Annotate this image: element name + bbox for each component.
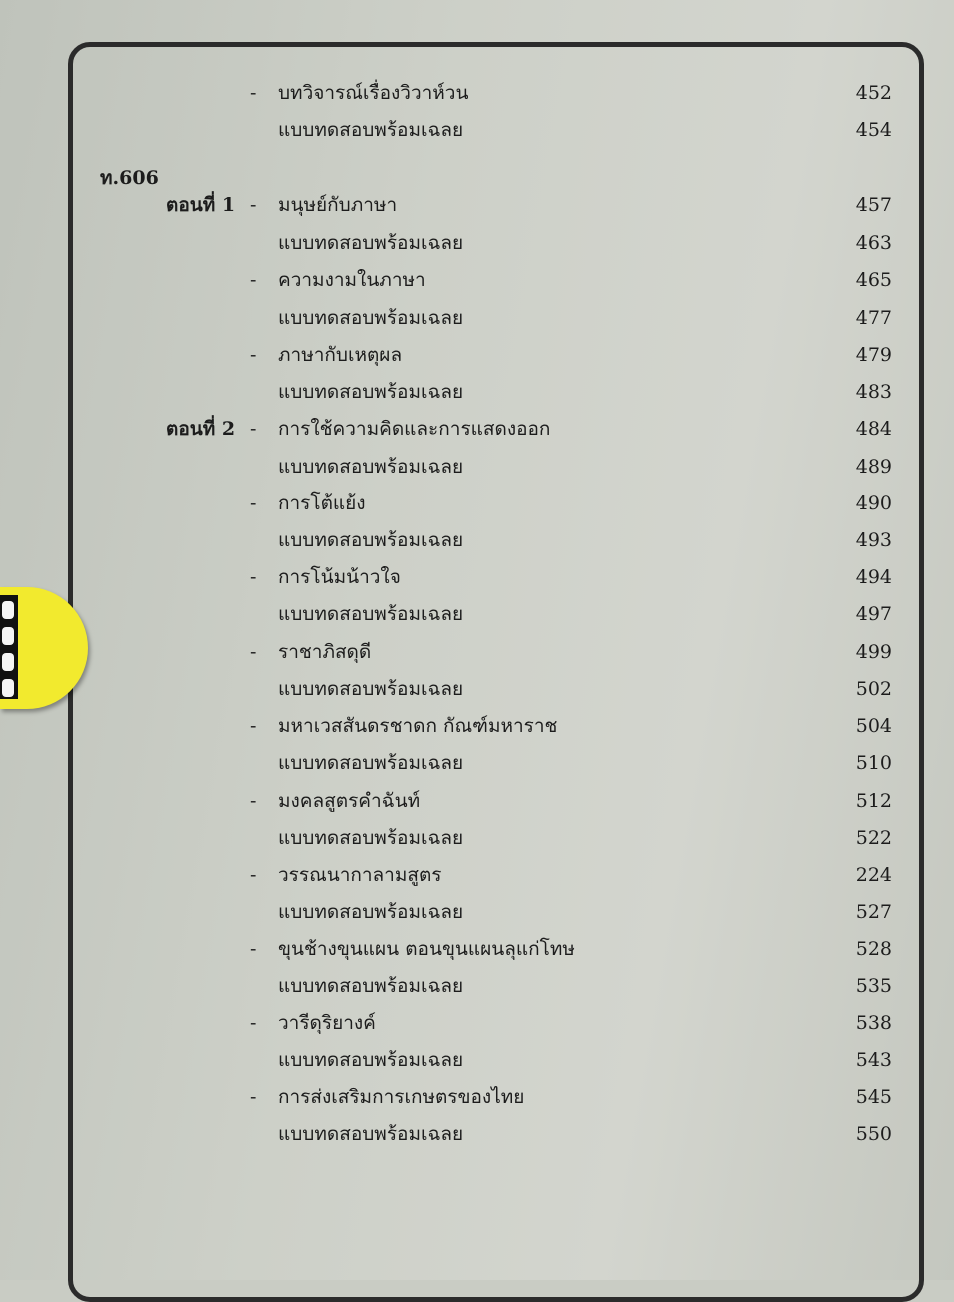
entry-title: ขุนช้างขุนแผน ตอนขุนแผนลุแก่โทษ <box>278 938 575 960</box>
entry-title: แบบทดสอบพร้อมเฉลย <box>278 1123 464 1145</box>
film-hole <box>2 653 14 671</box>
page-number: 463 <box>855 232 892 254</box>
entry-title: แบบทดสอบพร้อมเฉลย <box>278 1049 464 1071</box>
toc-entry[interactable] <box>0 673 954 705</box>
entry-title: มนุษย์กับภาษา <box>278 194 398 216</box>
toc-entry[interactable] <box>0 376 954 408</box>
bullet-dash: - <box>250 641 257 663</box>
toc-entry[interactable] <box>0 896 954 928</box>
entry-title: มงคลสูตรคำฉันท์ <box>278 790 421 812</box>
page-number: 454 <box>855 119 892 141</box>
bookmark-film-strip <box>0 595 18 699</box>
page-number: 504 <box>855 715 892 737</box>
entry-title: ความงามในภาษา <box>278 269 426 291</box>
page-number: 479 <box>855 344 892 366</box>
toc-entry[interactable] <box>0 1118 954 1150</box>
page-number: 499 <box>855 641 892 663</box>
bullet-dash: - <box>250 864 257 886</box>
toc-entry[interactable] <box>0 710 954 742</box>
bullet-dash: - <box>250 790 257 812</box>
entry-title: แบบทดสอบพร้อมเฉลย <box>278 119 464 141</box>
toc-entry[interactable] <box>0 785 954 817</box>
toc-entry[interactable] <box>0 264 954 296</box>
entry-title: ราชาภิสดุดี <box>278 641 372 663</box>
page-number: 538 <box>855 1012 892 1034</box>
page-number: 452 <box>855 82 892 104</box>
toc-entry[interactable] <box>0 598 954 630</box>
bullet-dash: - <box>250 269 257 291</box>
toc-entry[interactable] <box>0 339 954 371</box>
section-code: ท.606 <box>100 167 159 189</box>
bullet-dash: - <box>250 418 257 440</box>
entry-title: แบบทดสอบพร้อมเฉลย <box>278 975 464 997</box>
page-number: 497 <box>855 603 892 625</box>
page-number: 484 <box>855 418 892 440</box>
toc-entry[interactable] <box>0 302 954 334</box>
part-label: ตอนที่ 1 <box>166 194 236 216</box>
page-number: 510 <box>855 752 892 774</box>
entry-title: แบบทดสอบพร้อมเฉลย <box>278 603 464 625</box>
page-number: 535 <box>855 975 892 997</box>
bullet-dash: - <box>250 194 257 216</box>
toc-entry[interactable] <box>0 1081 954 1113</box>
page-number: 465 <box>855 269 892 291</box>
entry-title: ภาษากับเหตุผล <box>278 344 403 366</box>
page-number: 477 <box>855 307 892 329</box>
page-number: 522 <box>855 827 892 849</box>
part-label: ตอนที่ 2 <box>166 418 236 440</box>
entry-title: แบบทดสอบพร้อมเฉลย <box>278 529 464 551</box>
page-number: 489 <box>855 456 892 478</box>
toc-entry[interactable] <box>0 114 954 146</box>
page-number: 543 <box>855 1049 892 1071</box>
page-number: 545 <box>855 1086 892 1108</box>
entry-title: แบบทดสอบพร้อมเฉลย <box>278 456 464 478</box>
entry-title: แบบทดสอบพร้อมเฉลย <box>278 232 464 254</box>
toc-entry[interactable] <box>0 189 954 221</box>
page-number: 502 <box>855 678 892 700</box>
bullet-dash: - <box>250 344 257 366</box>
entry-title: การโต้แย้ง <box>278 492 366 514</box>
entry-title: แบบทดสอบพร้อมเฉลย <box>278 827 464 849</box>
page-number: 528 <box>855 938 892 960</box>
page-number: 512 <box>855 790 892 812</box>
bullet-dash: - <box>250 938 257 960</box>
toc-entry[interactable] <box>0 487 954 519</box>
toc-entry[interactable] <box>0 77 954 109</box>
film-hole <box>2 627 14 645</box>
entry-title: การใช้ความคิดและการแสดงออก <box>278 418 551 440</box>
entry-title: แบบทดสอบพร้อมเฉลย <box>278 307 464 329</box>
bullet-dash: - <box>250 1086 257 1108</box>
toc-entry[interactable] <box>0 822 954 854</box>
entry-title: วารีดุริยางค์ <box>278 1012 376 1034</box>
entry-title: วรรณนากาลามสูตร <box>278 864 442 886</box>
entry-title: แบบทดสอบพร้อมเฉลย <box>278 901 464 923</box>
toc-entry[interactable] <box>0 413 954 445</box>
bullet-dash: - <box>250 1012 257 1034</box>
bullet-dash: - <box>250 82 257 104</box>
page-number: 494 <box>855 566 892 588</box>
toc-entry[interactable] <box>0 859 954 891</box>
toc-entry[interactable] <box>0 970 954 1002</box>
page-number: 493 <box>855 529 892 551</box>
entry-title: แบบทดสอบพร้อมเฉลย <box>278 381 464 403</box>
page-number: 457 <box>855 194 892 216</box>
entry-title: บทวิจารณ์เรื่องวิวาห์วน <box>278 82 469 104</box>
toc-entry[interactable] <box>0 561 954 593</box>
entry-title: แบบทดสอบพร้อมเฉลย <box>278 678 464 700</box>
toc-entry[interactable] <box>0 227 954 259</box>
toc-entry[interactable] <box>0 1007 954 1039</box>
toc-entry[interactable] <box>0 524 954 556</box>
bullet-dash: - <box>250 566 257 588</box>
page-number: 490 <box>855 492 892 514</box>
film-hole <box>2 679 14 697</box>
page-number: 527 <box>855 901 892 923</box>
toc-entry[interactable] <box>0 747 954 779</box>
toc-entry[interactable] <box>0 636 954 668</box>
entry-title: มหาเวสสันดรชาดก กัณฑ์มหาราช <box>278 715 558 737</box>
bullet-dash: - <box>250 715 257 737</box>
toc-entry[interactable] <box>0 933 954 965</box>
page-number: 483 <box>855 381 892 403</box>
entry-title: การส่งเสริมการเกษตรของไทย <box>278 1086 525 1108</box>
page-number: 550 <box>855 1123 892 1145</box>
entry-title: การโน้มน้าวใจ <box>278 566 401 588</box>
toc-entry[interactable] <box>0 1044 954 1076</box>
page-number: 224 <box>855 864 892 886</box>
film-hole <box>2 601 14 619</box>
bullet-dash: - <box>250 492 257 514</box>
entry-title: แบบทดสอบพร้อมเฉลย <box>278 752 464 774</box>
toc-entry[interactable] <box>0 451 954 483</box>
